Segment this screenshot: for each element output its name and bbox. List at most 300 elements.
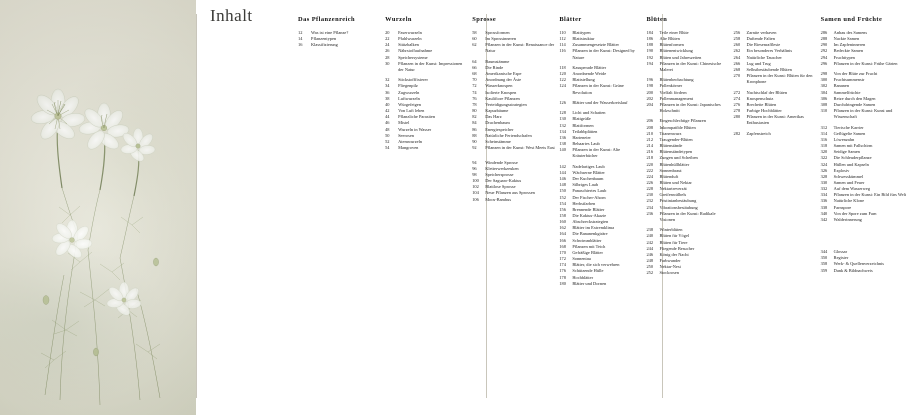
toc-page-number: 92 [472, 145, 477, 150]
toc-entry-label: Drachenbaum [485, 120, 510, 126]
toc-page-number: 308 [820, 101, 828, 107]
toc-page-number: 222 [646, 167, 654, 173]
toc-entry-label: Seerosen [398, 132, 414, 138]
toc-entry-label: Mangroven [398, 145, 419, 150]
toc-entry-label: Pflanzliche Parasiten [398, 114, 436, 120]
toc-entry-label: Pfahlwurzeln [398, 36, 422, 42]
toc-page-number: 264 [733, 54, 741, 60]
toc-page-number: 116 [559, 48, 566, 54]
toc-page-number: 218 [646, 155, 654, 161]
toc-page-number: 232 [646, 198, 654, 204]
toc-entry-label: Winterblüten [659, 227, 683, 233]
toc-entry-label: Blattgrüße [572, 116, 591, 122]
toc-entry[interactable] [821, 268, 908, 274]
toc-page-number: 202 [646, 95, 654, 101]
toc-page-number: 138 [559, 141, 566, 147]
toc-page-number: 180 [559, 280, 566, 286]
toc-page-number: 76 [472, 95, 477, 101]
toc-entry-label: Im Sprossinneren [485, 36, 517, 42]
toc-entry-label: Verteidigungsstrategien [485, 101, 527, 107]
toc-entry-label: Zungen und Scheiben [659, 155, 698, 161]
toc-page-number: 46 [385, 120, 390, 126]
toc-entry-label: Das Harz [485, 114, 502, 120]
toc-page-number: 359 [820, 267, 828, 273]
section-heading-blueten: Blüten [646, 16, 668, 23]
toc-page-number: 32 [385, 77, 390, 83]
toc-page-number: 270 [733, 73, 741, 79]
toc-page-number: 24 [385, 42, 390, 48]
toc-entry-label: Der Kuchenbaum [572, 176, 604, 182]
toc-entry-label: Nährstoffaufnahme [398, 48, 433, 54]
toc-page-number: 82 [472, 114, 477, 120]
toc-page-number: 282 [733, 130, 741, 136]
toc-entry-label: Mistel [398, 120, 410, 126]
toc-page-number: 44 [385, 114, 390, 120]
toc-page-number: 296 [820, 60, 828, 66]
toc-entry[interactable] [821, 217, 908, 223]
toc-page-number: 20 [385, 30, 390, 35]
toc-page-number: 36 [385, 89, 390, 95]
toc-page-number: 326 [820, 167, 828, 173]
toc-page-number: 118 [559, 64, 566, 70]
toc-page-number: 274 [733, 95, 741, 101]
toc-entry[interactable] [734, 73, 817, 85]
toc-entry-label: Klassifizierung [311, 42, 338, 48]
toc-page-number: 226 [646, 179, 654, 185]
toc-entry-label: Bananen [833, 83, 850, 89]
toc-page-number: 114 [559, 42, 566, 48]
toc-entry-label: Nachtschlaf der Blüten [746, 89, 788, 95]
toc-entry[interactable] [646, 270, 729, 276]
toc-page-number: 154 [559, 200, 566, 206]
toc-page-number: 252 [646, 270, 654, 276]
toc-page-number: 266 [733, 60, 741, 66]
toc-entry-label: Farnspore [833, 204, 852, 210]
toc-page-number: 208 [646, 124, 654, 130]
toc-entry-label: Sonnentau [572, 256, 591, 262]
toc-entry-label: Register [833, 255, 849, 261]
toc-entry-label: Duftende Falten [746, 36, 775, 42]
toc-entry-label: Harteneier [572, 134, 591, 140]
toc-page-number: 134 [559, 128, 566, 134]
toc-page-number: 42 [385, 108, 390, 114]
toc-entry-label: Isolierte Knospen [485, 89, 517, 95]
toc-page-number: 288 [820, 36, 828, 42]
entry-list-blueten-continued [734, 30, 817, 137]
toc-entry-label: Nadelartiges Laub [572, 163, 605, 169]
toc-entry-label: Zarnite verhaven [746, 30, 777, 35]
entry-list-blaetter [559, 30, 642, 287]
toc-entry-label: Blüten und Jahreszeiten [659, 54, 702, 60]
toc-entry-label: Scheinstämme [485, 138, 511, 144]
toc-entry-label: Vibrationsbestäubung [659, 204, 698, 210]
toc-entry-label: Die Kaktus-Akazie [572, 212, 607, 218]
toc-entry-label: Lug und Trug [746, 60, 771, 66]
toc-entry-label: Dank & Bildnachweis [833, 267, 873, 273]
toc-page-number: 16 [298, 42, 303, 48]
toc-entry-label: Stickstofffixierer [398, 77, 428, 83]
toc-entry-label: Gefräßige Blätter [572, 249, 603, 255]
toc-entry[interactable] [472, 197, 555, 203]
toc-entry-label: Blatttypen [572, 30, 591, 35]
toc-page-number: 196 [646, 77, 654, 83]
toc-page-number: 306 [820, 95, 828, 101]
toc-entry-label: Geflügelte Samen [833, 130, 866, 136]
toc-page-number: 174 [559, 262, 566, 268]
toc-entry-label: Explosiv [833, 167, 850, 173]
toc-entry-label: Fliegenpilz [398, 83, 418, 89]
toc-entry-label: Baumstämme [485, 58, 510, 64]
toc-entry[interactable] [646, 61, 729, 73]
toc-page-number: 78 [472, 101, 477, 107]
toc-entry-label: Von Luft leben [398, 108, 425, 114]
toc-entry-label: Blütenbeobachtung [659, 77, 694, 83]
toc-entry-label: Anbau des Samens [833, 30, 868, 35]
toc-page-number: 294 [820, 54, 828, 60]
toc-entry[interactable] [559, 281, 642, 287]
toc-page-number: 60 [472, 36, 477, 42]
toc-entry-label: Energiespeicher [485, 126, 514, 132]
toc-entry-label: Blätter, die sich verwehren [572, 262, 620, 268]
toc-entry-label: Behaartes Laub [572, 141, 600, 147]
toc-page-number: 12 [298, 30, 303, 35]
column-blueten [646, 16, 733, 287]
toc-page-number: 96 [472, 165, 477, 171]
toc-page-number: 240 [646, 233, 654, 239]
toc-page-number: 224 [646, 173, 654, 179]
toc-entry-label: Pflanzen in der Kunst: Designed by Nature [572, 48, 635, 60]
toc-entry-label: Amerikanische Espe [485, 71, 522, 77]
toc-entry-label: Fruchtsummenstr [833, 77, 865, 83]
toc-entry-label: Im Zapfeninneren [833, 42, 866, 48]
toc-entry-label: Pollenmanagement [659, 95, 694, 101]
toc-entry[interactable] [821, 108, 908, 120]
toc-entry-label: Traugender-Blüten [659, 136, 693, 142]
toc-entry-label: Zusammengesetzte Blätter [572, 42, 620, 48]
contents-panel [196, 0, 907, 415]
section-heading-sprosse: Sprosse [472, 16, 497, 23]
toc-entry-label: Wächserne Blätter [572, 169, 605, 175]
toc-entry-label: Hochblätter [572, 274, 594, 280]
toc-page-number: 200 [646, 89, 654, 95]
toc-page-number: 64 [472, 58, 477, 64]
toc-page-number: 304 [820, 89, 828, 95]
toc-entry-label: Fliegende Besucher [659, 245, 695, 251]
section-heading-blaetter: Blätter [559, 16, 582, 23]
entry-list-pflanzenreich [298, 30, 381, 48]
toc-entry-label: Pflanzen in der Kunst: Grüne Revolution [572, 83, 624, 95]
toc-entry-label: Fruchttypen [833, 54, 855, 60]
toc-entry-label: Eingeschlechtige Pflanzen [659, 118, 706, 124]
toc-page-number: 102 [472, 184, 479, 190]
toc-entry-label: Löwenzahn [833, 136, 855, 142]
toc-page-number: 148 [559, 182, 566, 188]
toc-entry-label: Natürliche Feriendschafen [485, 132, 532, 138]
toc-entry-label: Kapuzbäume [485, 108, 509, 114]
toc-entry-label: Seidige Samen [833, 149, 860, 155]
toc-entry[interactable] [385, 145, 468, 151]
toc-entry-label: Blüten und Nektar [659, 179, 692, 185]
toc-page-number: 164 [559, 231, 566, 237]
toc-page-number: 290 [820, 42, 828, 48]
section-heading-pflanzenreich: Das Pflanzenreich [298, 16, 356, 23]
toc-entry-label: Pflanzen in der Kunst: Radikale Visionen [659, 210, 716, 222]
toc-entry[interactable] [385, 61, 468, 73]
toc-entry[interactable] [734, 114, 817, 126]
toc-page-number: 258 [733, 36, 741, 42]
toc-entry-label: Tierische Karrier [833, 124, 864, 130]
column-wurzeln [385, 16, 472, 287]
toc-entry-label: Die Schleuderpflanze [833, 155, 872, 161]
toc-page-number: 52 [385, 138, 390, 144]
toc-page-number: 236 [646, 210, 654, 216]
column-divider-0 [196, 14, 197, 398]
toc-entry-label: Zugwurzeln [398, 89, 420, 95]
toc-page-number: 198 [646, 83, 654, 89]
toc-entry-label: Alte Blüten [659, 36, 680, 42]
toc-page-number: 170 [559, 249, 566, 255]
entry-list-wurzeln [385, 30, 468, 151]
toc-page-number: 172 [559, 256, 566, 262]
toc-entry-label: Von der Blüte zur Frucht [833, 71, 878, 77]
toc-entry-label: Teile einer Blüte [659, 30, 689, 35]
toc-entry-label: Nektar-Nest [659, 264, 681, 270]
toc-page-number: 312 [820, 124, 828, 130]
toc-entry-label: Glossar [833, 249, 848, 255]
toc-page-number: 190 [646, 48, 654, 54]
toc-entry[interactable] [559, 100, 642, 106]
toc-entry-label: Blätter und der Wasserkreislauf [572, 99, 628, 105]
toc-page-number: 204 [646, 101, 654, 107]
toc-entry[interactable] [734, 131, 817, 137]
toc-page-number: 328 [820, 173, 828, 179]
toc-entry-label: Pflanzen mit Teich [572, 243, 606, 249]
toc-page-number: 72 [472, 83, 477, 89]
toc-entry-label: Speichersprosse [485, 171, 514, 177]
toc-entry-label: Schwesskümmel [833, 173, 864, 179]
toc-entry-label: Blüten für Vögel [659, 233, 690, 239]
section-heading-samen: Samen und Früchte [820, 16, 883, 23]
toc-page-number: 68 [472, 71, 477, 77]
toc-page-number: 142 [559, 163, 566, 169]
toc-entry-label: Silbriges Laub [572, 182, 599, 188]
toc-page-number: 272 [733, 89, 741, 95]
toc-entry-label: Pflanzen in der Kunst: Kunst und Wissenschaft [833, 108, 893, 120]
toc-page-number: 38 [385, 95, 390, 101]
toc-page-number: 244 [646, 245, 654, 251]
toc-page-number: 86 [472, 126, 477, 132]
toc-entry-label: Sammelfrüchte [833, 89, 861, 95]
toc-entry-label: Blätter im Extremklima [572, 225, 615, 231]
toc-entry-label: Würgefeigen [398, 101, 421, 107]
toc-entry-label: Speichersysteme [398, 54, 428, 60]
toc-entry-label: Pflanzen in der Kunst: West Meets East [485, 145, 555, 150]
toc-entry[interactable] [646, 102, 729, 114]
toc-entry-label: Der Fischer-Ahorn [572, 194, 606, 200]
toc-page-number: 110 [559, 30, 566, 35]
toc-page-number: 58 [472, 30, 477, 35]
toc-entry-label: Zapfenstreich [746, 130, 771, 136]
toc-page-number: 94 [472, 159, 477, 165]
toc-entry-label: Samen und Feuer [833, 179, 865, 185]
toc-page-number: 88 [472, 132, 477, 138]
toc-page-number: 22 [385, 36, 390, 42]
toc-page-number: 278 [733, 108, 741, 114]
toc-page-number: 214 [646, 143, 654, 149]
toc-page-number: 62 [472, 42, 477, 48]
toc-page-number: 228 [646, 186, 654, 192]
contents-columns [298, 16, 912, 287]
toc-page-number: 212 [646, 136, 654, 142]
page-title: Inhalt [210, 6, 253, 25]
toc-page-number: 316 [820, 136, 828, 142]
toc-page-number: 74 [472, 89, 477, 95]
toc-page-number: 140 [559, 147, 566, 153]
column-samen-fruechte [821, 16, 912, 287]
toc-page-number: 300 [820, 77, 828, 83]
toc-entry-label: Blütenständetypen [659, 149, 693, 155]
toc-page-number: 90 [472, 138, 477, 144]
toc-entry-label: Natürliche Tauscher [746, 54, 782, 60]
toc-entry-label: Farbige Hochblätter [746, 108, 782, 114]
toc-page-number: 40 [385, 101, 390, 107]
toc-entry-label: Titanenwurz [659, 130, 682, 136]
toc-entry[interactable] [472, 42, 555, 54]
toc-page-number: 80 [472, 108, 477, 114]
toc-entry[interactable] [559, 83, 642, 95]
toc-page-number: 358 [820, 261, 828, 267]
toc-page-number: 150 [559, 188, 566, 194]
toc-entry-label: Knospenschutz [746, 95, 774, 101]
toc-entry-label: Die Riesenrafflesie [746, 42, 781, 48]
toc-entry[interactable] [559, 48, 642, 60]
toc-entry-label: Blattstruktur [572, 36, 595, 42]
toc-entry-label: Kasuperade Blätter [572, 64, 607, 70]
toc-page-number: 66 [472, 64, 477, 70]
toc-entry-label: Teilabbplätten [572, 128, 598, 134]
toc-page-number: 248 [646, 258, 654, 264]
toc-page-number: 178 [559, 274, 566, 280]
toc-page-number: 70 [472, 77, 477, 83]
toc-entry[interactable] [646, 211, 729, 223]
toc-entry-label: Windende Sprosse [485, 159, 518, 165]
toc-page-number: 250 [646, 264, 654, 270]
toc-entry-label: Pflanzen in der Kunst: Renaissance der Natur [485, 42, 555, 54]
toc-entry-label: Faserwurzeln [398, 30, 422, 35]
toc-entry-label: Moos-Bambus [485, 196, 512, 202]
toc-page-number: 238 [646, 227, 654, 233]
toc-page-number: 100 [472, 178, 479, 184]
toc-entry-label: Anordnung der Äste [485, 77, 522, 83]
entry-list-samen [821, 30, 908, 274]
toc-entry-label: Inkompatible Blüten [659, 124, 696, 130]
toc-entry-label: Blütenduft [659, 173, 679, 179]
toc-page-number: 152 [559, 194, 566, 200]
toc-entry-label: Blüten für Tiere [659, 239, 688, 245]
toc-page-number: 286 [820, 30, 828, 35]
toc-page-number: 338 [820, 204, 828, 210]
toc-page-number: 210 [646, 130, 654, 136]
toc-entry-label: Blattformen [572, 122, 594, 128]
toc-entry-label: Schwimmblätter [572, 237, 602, 243]
toc-page-number: 84 [472, 120, 477, 126]
column-sprosse [472, 16, 559, 287]
toc-page-number: 246 [646, 251, 654, 257]
toc-page-number: 268 [733, 66, 741, 72]
toc-entry-label: Wasserknospen [485, 83, 513, 89]
toc-entry-label: Selbstbestäubende Blüten [746, 66, 792, 72]
toc-entry-label: Sprossformen [485, 30, 510, 35]
toc-entry-label: Blätter und Dornen [572, 280, 607, 286]
toc-entry-label: Wurzeln in Wasser [398, 126, 432, 132]
toc-entry-label: Luftwurzeln [398, 95, 420, 101]
toc-page-number: 276 [733, 101, 741, 107]
toc-entry[interactable] [298, 42, 381, 48]
toc-entry-label: Samen mit Fallschirm [833, 143, 873, 149]
toc-entry-label: Herbstfarben [572, 200, 596, 206]
toc-page-number: 160 [559, 219, 566, 225]
entry-list-blueten [646, 30, 729, 277]
toc-page-number: 298 [820, 71, 828, 77]
toc-entry-label: Pflanzen in der Kunst: Frühe Gärten [833, 60, 898, 66]
toc-entry-label: Walderinnerung [833, 216, 862, 222]
toc-entry[interactable] [559, 147, 642, 159]
toc-page-number: 230 [646, 192, 654, 198]
toc-entry-label: König der Nacht [659, 251, 689, 257]
toc-page-number: 168 [559, 243, 566, 249]
toc-page-number: 124 [559, 83, 566, 89]
toc-entry[interactable] [472, 145, 555, 151]
toc-page-number: 194 [646, 60, 654, 66]
toc-entry-label: Stockrosen [659, 270, 679, 276]
section-heading-blueten-continued [734, 16, 817, 23]
toc-page-number: 28 [385, 54, 390, 60]
toc-page-number: 54 [385, 145, 390, 150]
toc-page-number: 336 [820, 198, 828, 204]
toc-page-number: 318 [820, 143, 828, 149]
toc-entry-label: Durchdringende Samen [833, 101, 876, 107]
toc-page-number: 132 [559, 122, 566, 128]
toc-entry-label: Atemwurzeln [398, 138, 423, 144]
toc-page-number: 162 [559, 225, 566, 231]
toc-page-number: 342 [820, 216, 828, 222]
toc-page-number: 188 [646, 42, 654, 48]
toc-entry-label: Pflanzen in der Kunst: Chinesische Malerei [659, 60, 722, 72]
toc-entry-label: Abschreckstrategien [572, 219, 609, 225]
toc-entry-label: Pristinianbestäubung [659, 198, 697, 204]
toc-entry-label: Blütenstände [659, 143, 683, 149]
toc-page-number: 112 [559, 36, 566, 42]
toc-page-number: 332 [820, 186, 828, 192]
toc-page-number: 128 [559, 110, 566, 116]
toc-page-number: 320 [820, 149, 828, 155]
toc-entry-label: Kaulifiore Pflanzen [485, 95, 520, 101]
toc-entry-label: Pflanzen in der Kunst: Amerikas Enthusiasten [746, 114, 804, 126]
toc-page-number: 122 [559, 77, 566, 83]
toc-page-number: 234 [646, 204, 654, 210]
toc-entry-label: Kletterwerkzeuken [485, 165, 519, 171]
toc-entry-label: Brechette Blüten [746, 101, 777, 107]
toc-entry-label: Blütenformen [659, 42, 684, 48]
toc-entry-label: Schützende Hülle [572, 268, 604, 274]
toc-entry-label: Natürliche Klone [833, 198, 865, 204]
toc-entry[interactable] [821, 61, 908, 67]
toc-page-number: 292 [820, 48, 828, 54]
column-blueten-continued [734, 16, 821, 287]
toc-page-number: 192 [646, 54, 654, 60]
toc-entry-label: Blattstellung [572, 77, 595, 83]
toc-page-number: 206 [646, 118, 654, 124]
